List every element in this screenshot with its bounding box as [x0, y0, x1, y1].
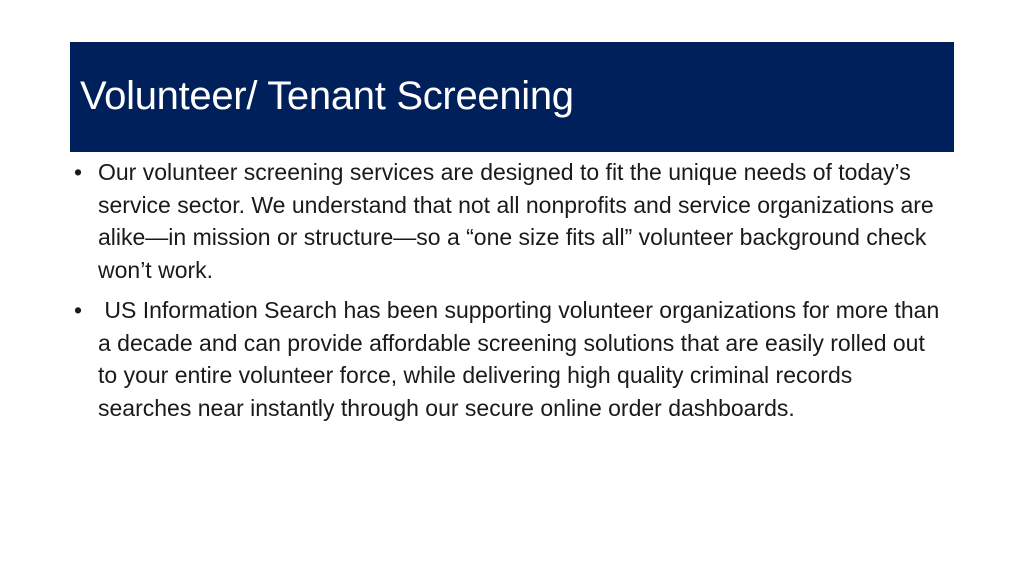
bullet-item — [72, 156, 950, 286]
title-banner — [70, 42, 954, 152]
slide-title: Volunteer/ Tenant Screening — [80, 74, 574, 118]
bullet-text: Our volunteer screening services are designed to fit the unique needs of today’s service sector. We understand that not all nonprofits and service organizations are alike—in mission or structure—so a “one size fits all” volunteer background check won’t work. — [98, 159, 934, 283]
bullet-list — [72, 156, 950, 432]
bullet-item — [72, 294, 950, 424]
bullet-dot-icon: • — [74, 297, 83, 323]
bullet-text: US Information Search has been supporting volunteer organizations for more than a decade and can provide affordable screening solutions that are easily rolled out to your entire volunteer force, while delivering high quality criminal records searches near instantly through our secure online order dashboards. — [98, 297, 946, 421]
bullet-dot-icon: • — [74, 159, 83, 185]
